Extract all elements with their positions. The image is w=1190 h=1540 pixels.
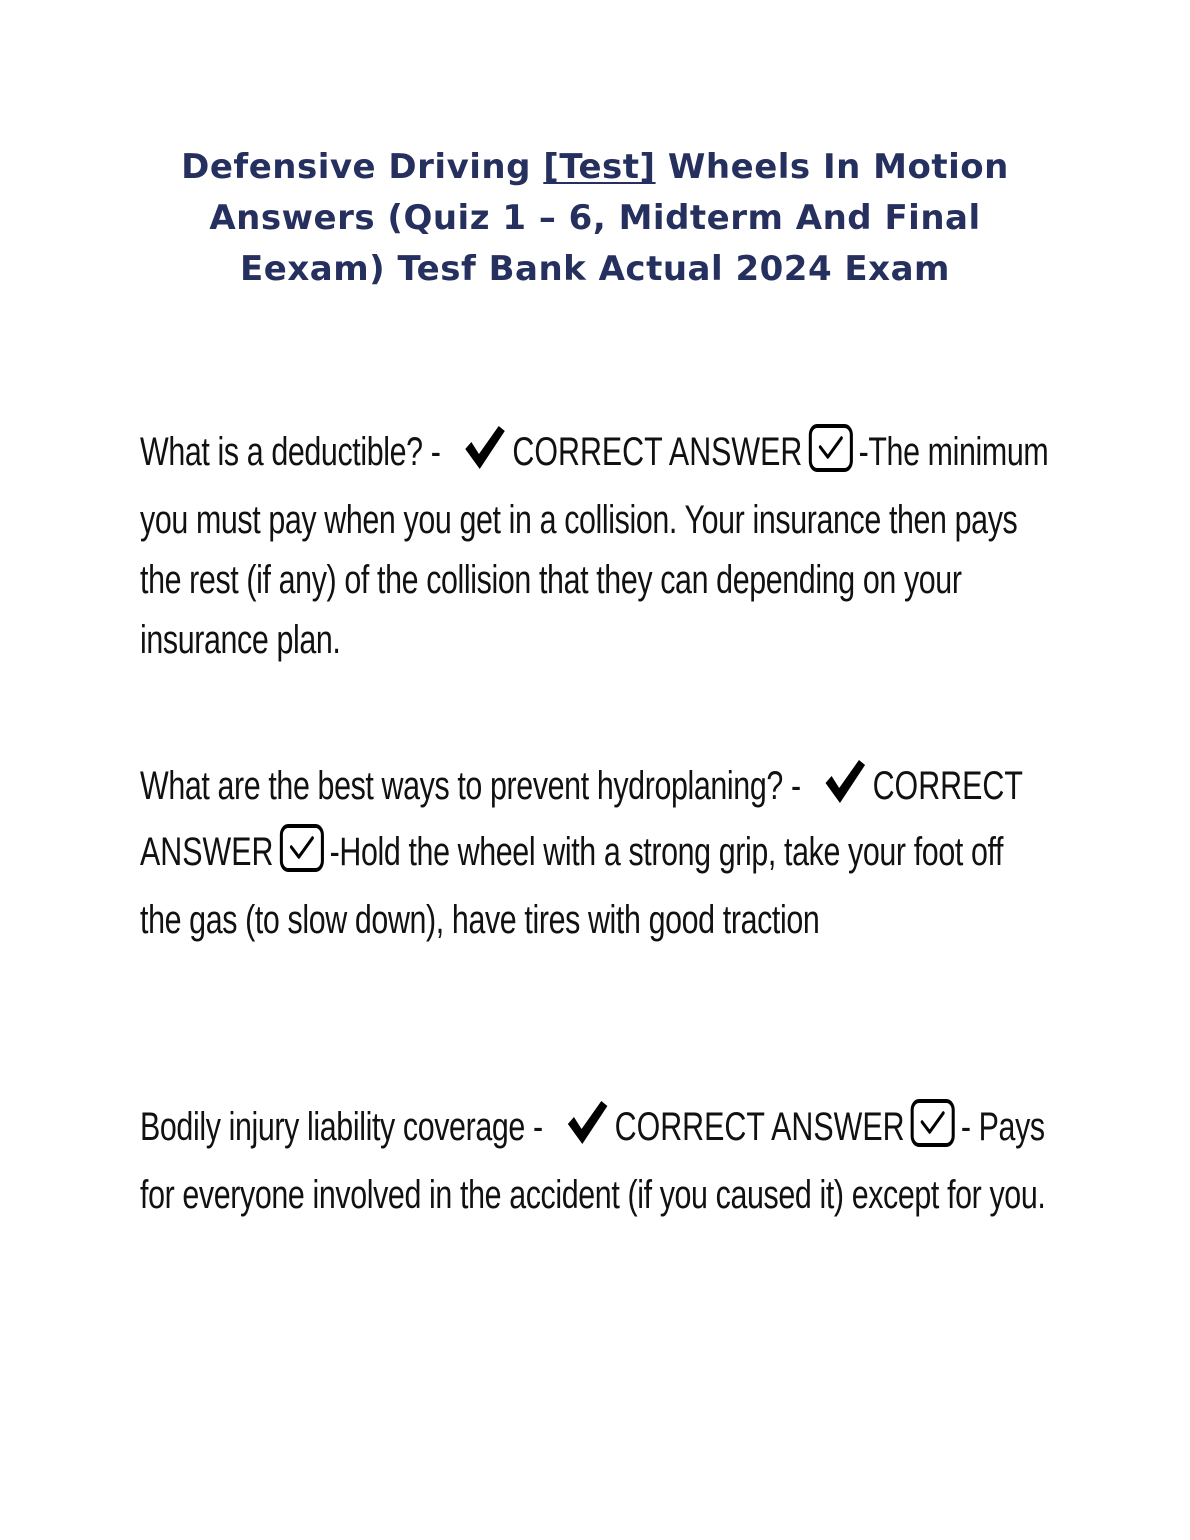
answer-text: -The minimum you must pay when you get in a collision. Your insurance then pays the rest (if any) of the collision that they can depending on your insurance plan. (140, 430, 1049, 662)
answer-text: -Hold the wheel with a strong grip, take your foot off the gas (to slow down), have tires with good traction (140, 830, 1004, 942)
check-box-icon (807, 423, 854, 490)
correct-answer-label: CORRECT ANSWER (512, 430, 803, 474)
question-text: Bodily injury liability coverage - (140, 1105, 551, 1149)
check-box-icon (909, 1098, 956, 1165)
qa-item (140, 756, 1023, 950)
qa-item (140, 1097, 1046, 1225)
correct-answer-label: CORRECT ANSWER (614, 1105, 905, 1149)
answer-text: - Pays for everyone involved in the accident (if you caused it) except for you. (140, 1105, 1046, 1217)
check-box-icon (278, 823, 325, 890)
title-part-2: Wheels In Motion Answers (Quiz 1 – 6, Midterm And Final Eexam) Tesf Bank Actual 2024 Exam (209, 147, 1009, 289)
question-text: What is a deductible? - (140, 430, 449, 474)
title-part-1: Defensive Driving (181, 147, 544, 187)
qa-item (140, 422, 1049, 670)
correct-answer-label: CORRECT ANSWER (140, 764, 1023, 874)
check-mark-icon (822, 757, 866, 822)
check-mark-icon (564, 1098, 608, 1163)
check-mark-icon (462, 423, 506, 488)
title-test-link[interactable]: [Test] (543, 147, 656, 187)
document-title (170, 142, 1020, 295)
question-text: What are the best ways to prevent hydroplaning? - (140, 764, 809, 808)
